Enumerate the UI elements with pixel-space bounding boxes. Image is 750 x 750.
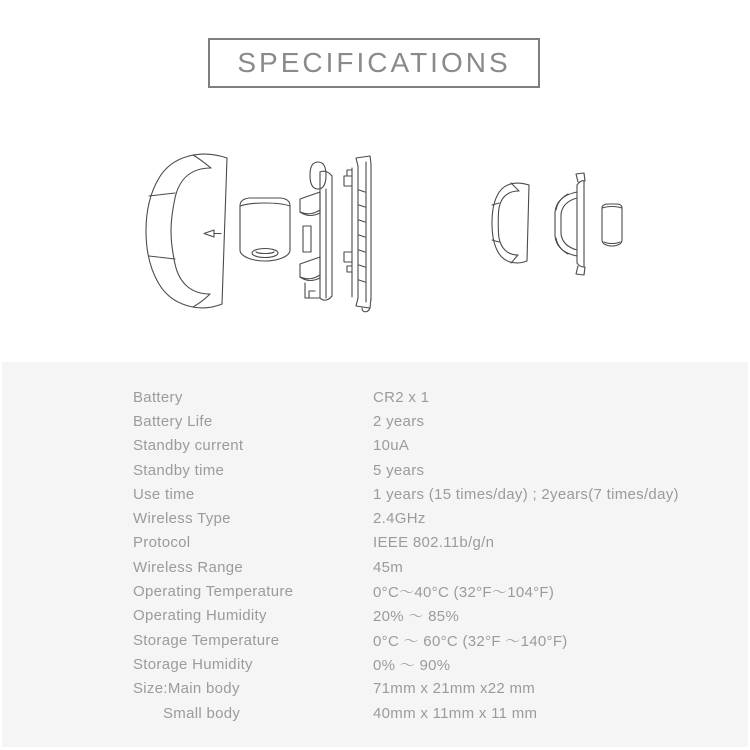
spec-value: 2.4GHz bbox=[373, 510, 426, 528]
spec-label: Protocol bbox=[133, 534, 191, 552]
spec-label: Size:Main body bbox=[133, 680, 240, 698]
spec-value: 0°C ～ 60°C (32°F ～140°F) bbox=[373, 632, 568, 650]
page-title: SPECIFICATIONS bbox=[237, 47, 511, 78]
spec-label: Use time bbox=[133, 485, 195, 503]
spec-value: 10uA bbox=[373, 437, 410, 455]
spec-value: 1 years (15 times/day) ; 2years(7 times/day) bbox=[373, 485, 679, 503]
spec-row-battery-life bbox=[133, 409, 693, 433]
inner-frame-drawing bbox=[300, 162, 332, 300]
spec-label: Wireless Type bbox=[133, 510, 231, 528]
spec-label: Operating Humidity bbox=[133, 607, 267, 625]
spec-label: Standby time bbox=[133, 461, 225, 479]
spec-row-use-time bbox=[133, 482, 693, 506]
spec-row-size-main-body bbox=[133, 677, 693, 701]
exploded-view-diagram bbox=[0, 0, 750, 360]
spec-value: 20% ～ 85% bbox=[373, 608, 460, 626]
spec-label: Small body bbox=[163, 704, 241, 722]
battery-drawing bbox=[240, 198, 290, 261]
main-body-cover-drawing bbox=[146, 154, 227, 308]
spec-label: Operating Temperature bbox=[133, 583, 294, 601]
spec-value: 0°C～40°C (32°F～104°F) bbox=[373, 584, 555, 602]
spec-value: 71mm x 21mm x22 mm bbox=[373, 680, 536, 698]
magnet-drawing bbox=[602, 204, 622, 246]
spec-value: 0% ～ 90% bbox=[373, 656, 451, 674]
small-cover-drawing bbox=[492, 183, 529, 263]
spec-row-storage-temperature bbox=[133, 628, 693, 652]
spec-value: CR2 x 1 bbox=[373, 388, 430, 406]
spec-row-wireless-type bbox=[133, 506, 693, 530]
spec-label: Storage Temperature bbox=[133, 631, 280, 649]
spec-value: 45m bbox=[373, 558, 404, 576]
spec-value: 40mm x 11mm x 11 mm bbox=[373, 704, 538, 722]
spec-row-wireless-range bbox=[133, 555, 693, 579]
spec-row-operating-temperature bbox=[133, 579, 693, 603]
spec-row-operating-humidity bbox=[133, 604, 693, 628]
spec-row-storage-humidity bbox=[133, 652, 693, 676]
spec-label: Wireless Range bbox=[133, 558, 244, 576]
spec-label: Standby current bbox=[133, 437, 244, 455]
spec-table bbox=[133, 385, 693, 725]
spec-value: 2 years bbox=[373, 412, 425, 430]
small-frame-drawing bbox=[555, 173, 585, 275]
spec-label: Battery Life bbox=[133, 412, 213, 430]
spec-row-standby-time bbox=[133, 458, 693, 482]
spec-row-battery bbox=[133, 385, 693, 409]
spec-row-protocol bbox=[133, 531, 693, 555]
backplate-drawing bbox=[344, 156, 371, 312]
spec-value: IEEE 802.11b/g/n bbox=[373, 534, 495, 552]
spec-value: 5 years bbox=[373, 461, 425, 479]
spec-row-standby-current bbox=[133, 434, 693, 458]
spec-label: Storage Humidity bbox=[133, 655, 253, 673]
spec-label: Battery bbox=[133, 388, 183, 406]
spec-row-size-small-body bbox=[133, 701, 693, 725]
